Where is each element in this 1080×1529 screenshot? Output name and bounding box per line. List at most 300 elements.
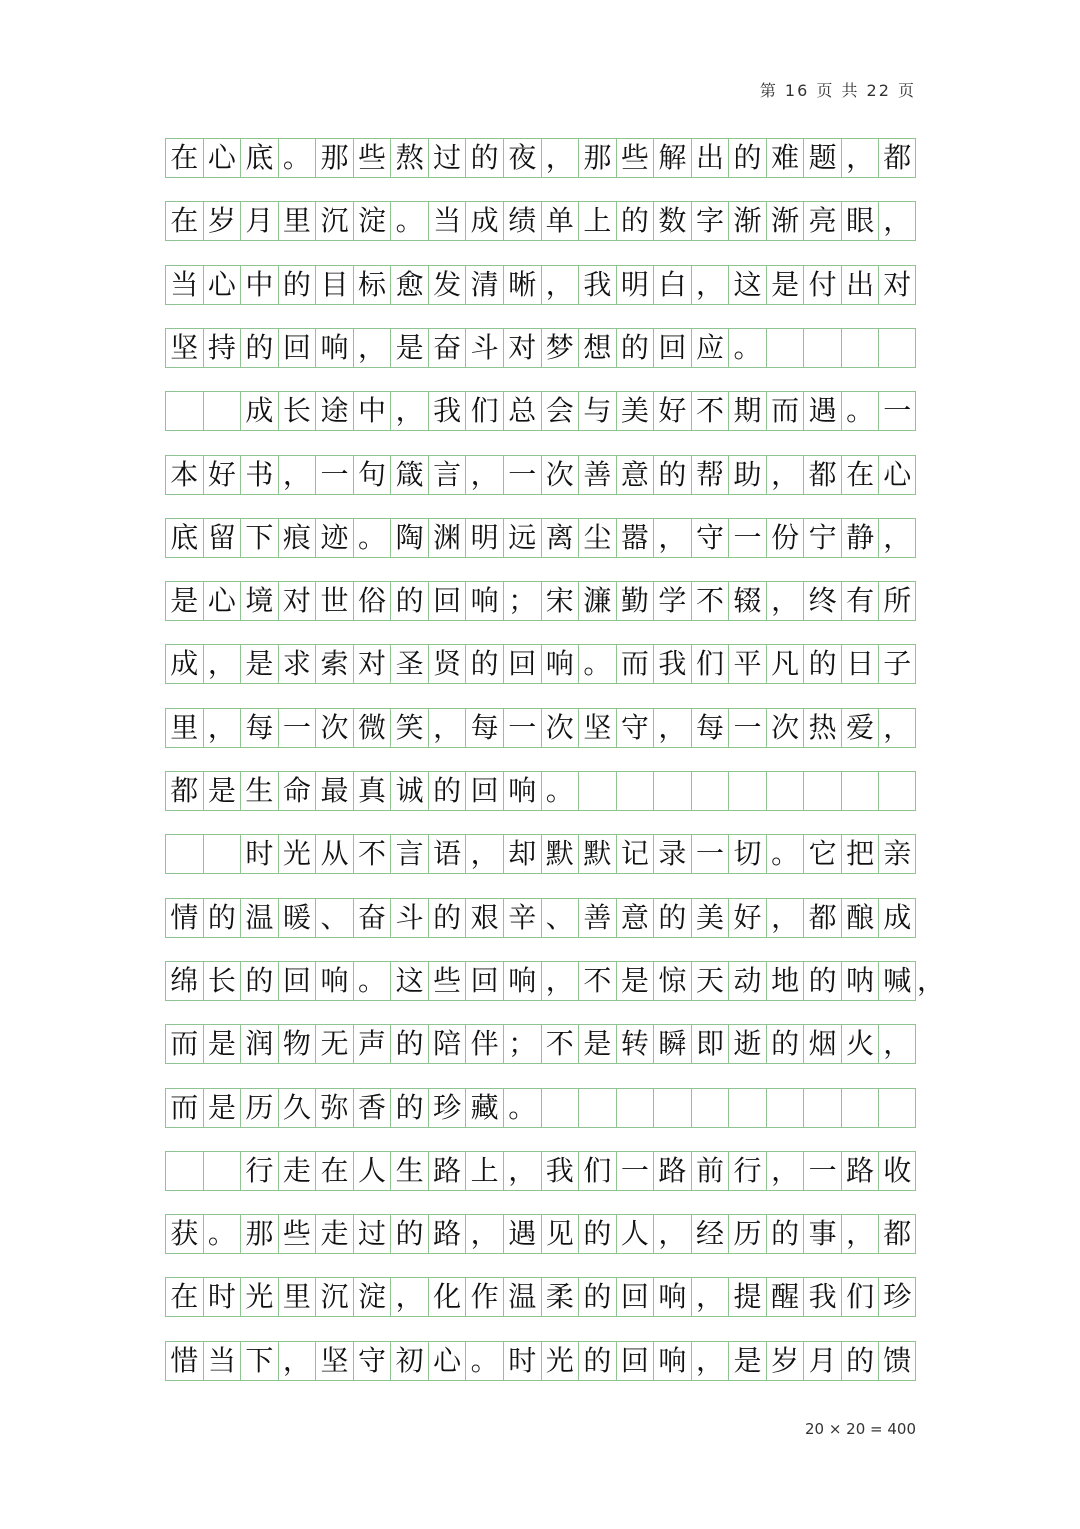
grid-cell: 标 bbox=[353, 266, 391, 304]
grid-cell: 好 bbox=[203, 456, 241, 494]
grid-cell: ， bbox=[428, 709, 466, 747]
grid-cell: 箴 bbox=[390, 456, 428, 494]
grid-cell: 是 bbox=[766, 266, 804, 304]
grid-cell: 绵 bbox=[165, 962, 203, 1000]
grid-cell: 路 bbox=[841, 1152, 879, 1190]
grid-cell: 的 bbox=[390, 1215, 428, 1253]
grid-cell: 即 bbox=[691, 1025, 729, 1063]
grid-cell: 的 bbox=[578, 1215, 616, 1253]
grid-cell: 历 bbox=[728, 1215, 766, 1253]
grid-cell: 圣 bbox=[390, 645, 428, 683]
grid-cell: 。 bbox=[841, 392, 879, 430]
overflow-punctuation: ， bbox=[917, 963, 946, 997]
grid-cell: 在 bbox=[315, 1152, 353, 1190]
grid-cell: 记 bbox=[616, 835, 654, 873]
grid-cell: 亮 bbox=[803, 202, 841, 240]
grid-cell: 渊 bbox=[428, 519, 466, 557]
grid-cell: 回 bbox=[428, 582, 466, 620]
grid-row bbox=[165, 1214, 916, 1254]
grid-cell bbox=[203, 835, 241, 873]
grid-cell: 那 bbox=[578, 139, 616, 177]
grid-cell: ； bbox=[503, 582, 541, 620]
grid-cell: 里 bbox=[278, 202, 316, 240]
grid-cell: 学 bbox=[653, 582, 691, 620]
grid-row bbox=[165, 138, 916, 178]
grid-cell: ， bbox=[878, 709, 916, 747]
grid-cell: 声 bbox=[353, 1025, 391, 1063]
grid-cell: 勤 bbox=[616, 582, 654, 620]
grid-cell: 的 bbox=[203, 899, 241, 937]
grid-cell: 不 bbox=[691, 392, 729, 430]
grid-cell: 些 bbox=[353, 139, 391, 177]
grid-cell: 响 bbox=[503, 772, 541, 810]
grid-cell bbox=[803, 1089, 841, 1127]
grid-cell: 伴 bbox=[465, 1025, 503, 1063]
grid-cell bbox=[728, 772, 766, 810]
grid-cell: 见 bbox=[541, 1215, 579, 1253]
grid-cell: 上 bbox=[465, 1152, 503, 1190]
grid-cell: 响 bbox=[653, 1342, 691, 1380]
grid-cell: 我 bbox=[578, 266, 616, 304]
grid-cell bbox=[616, 772, 654, 810]
grid-cell: 却 bbox=[503, 835, 541, 873]
grid-cell: 回 bbox=[465, 962, 503, 1000]
grid-row bbox=[165, 518, 916, 558]
grid-cell: 底 bbox=[240, 139, 278, 177]
grid-cell bbox=[578, 772, 616, 810]
grid-cell: 对 bbox=[278, 582, 316, 620]
grid-cell: 润 bbox=[240, 1025, 278, 1063]
grid-cell: 都 bbox=[878, 139, 916, 177]
grid-cell: 心 bbox=[203, 266, 241, 304]
grid-cell: 白 bbox=[653, 266, 691, 304]
grid-cell bbox=[803, 329, 841, 367]
grid-cell: 的 bbox=[653, 456, 691, 494]
grid-row bbox=[165, 771, 916, 811]
grid-cell: 份 bbox=[766, 519, 804, 557]
grid-cell: 成 bbox=[878, 899, 916, 937]
grid-cell: 喊 bbox=[878, 962, 916, 1000]
grid-cell: 一 bbox=[616, 1152, 654, 1190]
grid-cell: 烟 bbox=[803, 1025, 841, 1063]
grid-cell: 一 bbox=[503, 709, 541, 747]
grid-cell: 响 bbox=[465, 582, 503, 620]
grid-cell: 宋 bbox=[541, 582, 579, 620]
grid-cell: 凡 bbox=[766, 645, 804, 683]
grid-cell: 的 bbox=[766, 1025, 804, 1063]
grid-cell: 单 bbox=[541, 202, 579, 240]
grid-cell: 回 bbox=[653, 329, 691, 367]
grid-cell: 在 bbox=[165, 139, 203, 177]
grid-cell: 痕 bbox=[278, 519, 316, 557]
grid-cell: 会 bbox=[541, 392, 579, 430]
grid-cell bbox=[203, 1152, 241, 1190]
grid-cell: 索 bbox=[315, 645, 353, 683]
grid-cell: 暖 bbox=[278, 899, 316, 937]
grid-cell: 成 bbox=[465, 202, 503, 240]
grid-cell: 最 bbox=[315, 772, 353, 810]
grid-cell: 生 bbox=[240, 772, 278, 810]
grid-cell: 火 bbox=[841, 1025, 879, 1063]
grid-cell: 珍 bbox=[878, 1278, 916, 1316]
grid-cell: 、 bbox=[541, 899, 579, 937]
grid-cell: 坚 bbox=[315, 1342, 353, 1380]
grid-row bbox=[165, 328, 916, 368]
grid-cell: 藏 bbox=[465, 1089, 503, 1127]
grid-cell bbox=[841, 329, 879, 367]
grid-cell: 的 bbox=[803, 645, 841, 683]
grid-cell: 次 bbox=[541, 456, 579, 494]
grid-cell: 沉 bbox=[315, 202, 353, 240]
grid-cell: 而 bbox=[165, 1025, 203, 1063]
grid-cell: 语 bbox=[428, 835, 466, 873]
grid-cell bbox=[878, 329, 916, 367]
grid-cell: 中 bbox=[353, 392, 391, 430]
grid-cell: 俗 bbox=[353, 582, 391, 620]
grid-cell: 境 bbox=[240, 582, 278, 620]
grid-cell: 惜 bbox=[165, 1342, 203, 1380]
grid-cell: 期 bbox=[728, 392, 766, 430]
grid-cell: 响 bbox=[653, 1278, 691, 1316]
grid-cell: 光 bbox=[278, 835, 316, 873]
grid-cell: ， bbox=[465, 835, 503, 873]
grid-cell: 濂 bbox=[578, 582, 616, 620]
grid-row bbox=[165, 581, 916, 621]
grid-cell: 淀 bbox=[353, 202, 391, 240]
grid-cell: 留 bbox=[203, 519, 241, 557]
grid-cell: 瞬 bbox=[653, 1025, 691, 1063]
grid-cell: 里 bbox=[278, 1278, 316, 1316]
grid-cell: 长 bbox=[203, 962, 241, 1000]
grid-cell: 醒 bbox=[766, 1278, 804, 1316]
grid-cell: 的 bbox=[616, 202, 654, 240]
grid-cell: 遇 bbox=[803, 392, 841, 430]
grid-cell: 是 bbox=[203, 772, 241, 810]
grid-cell: 惊 bbox=[653, 962, 691, 1000]
grid-cell: 是 bbox=[240, 645, 278, 683]
grid-cell: 命 bbox=[278, 772, 316, 810]
grid-cell: 出 bbox=[841, 266, 879, 304]
grid-cell: 善 bbox=[578, 899, 616, 937]
grid-cell: 发 bbox=[428, 266, 466, 304]
grid-cell: 这 bbox=[728, 266, 766, 304]
grid-cell bbox=[878, 772, 916, 810]
grid-cell: 日 bbox=[841, 645, 879, 683]
grid-cell: 们 bbox=[841, 1278, 879, 1316]
grid-cell: 时 bbox=[503, 1342, 541, 1380]
grid-cell: 坚 bbox=[165, 329, 203, 367]
grid-cell: 子 bbox=[878, 645, 916, 683]
grid-cell: ， bbox=[390, 392, 428, 430]
grid-cell: 的 bbox=[240, 329, 278, 367]
grid-cell: 。 bbox=[541, 772, 579, 810]
grid-cell: 岁 bbox=[766, 1342, 804, 1380]
grid-cell: 香 bbox=[353, 1089, 391, 1127]
grid-cell: 当 bbox=[165, 266, 203, 304]
grid-cell: 一 bbox=[503, 456, 541, 494]
grid-cell: 一 bbox=[278, 709, 316, 747]
grid-cell: 眼 bbox=[841, 202, 879, 240]
grid-cell: ， bbox=[766, 899, 804, 937]
grid-cell: 些 bbox=[616, 139, 654, 177]
grid-cell: 呐 bbox=[841, 962, 879, 1000]
grid-cell: 热 bbox=[803, 709, 841, 747]
grid-cell: 的 bbox=[240, 962, 278, 1000]
grid-cell: 离 bbox=[541, 519, 579, 557]
grid-cell: 的 bbox=[578, 1342, 616, 1380]
grid-cell: 静 bbox=[841, 519, 879, 557]
grid-cell: 路 bbox=[428, 1152, 466, 1190]
grid-cell: 光 bbox=[240, 1278, 278, 1316]
grid-cell: 响 bbox=[315, 962, 353, 1000]
grid-cell: 成 bbox=[240, 392, 278, 430]
grid-cell: 贤 bbox=[428, 645, 466, 683]
grid-cell: 求 bbox=[278, 645, 316, 683]
grid-cell: ， bbox=[541, 139, 579, 177]
grid-cell: 们 bbox=[578, 1152, 616, 1190]
grid-cell: 的 bbox=[278, 266, 316, 304]
grid-cell: ， bbox=[766, 1152, 804, 1190]
grid-cell: 的 bbox=[390, 582, 428, 620]
grid-cell: 题 bbox=[803, 139, 841, 177]
grid-cell: 那 bbox=[240, 1215, 278, 1253]
grid-cell: 的 bbox=[578, 1278, 616, 1316]
grid-cell: 响 bbox=[315, 329, 353, 367]
grid-cell: 底 bbox=[165, 519, 203, 557]
grid-cell bbox=[653, 772, 691, 810]
grid-cell: 生 bbox=[390, 1152, 428, 1190]
grid-cell: 都 bbox=[803, 456, 841, 494]
grid-cell: 爱 bbox=[841, 709, 879, 747]
grid-cell: ， bbox=[353, 329, 391, 367]
grid-cell: 长 bbox=[278, 392, 316, 430]
grid-cell: 持 bbox=[203, 329, 241, 367]
grid-cell bbox=[841, 1089, 879, 1127]
grid-cell: ， bbox=[278, 1342, 316, 1380]
grid-cell: ， bbox=[653, 519, 691, 557]
grid-row bbox=[165, 898, 916, 938]
grid-cell: 馈 bbox=[878, 1342, 916, 1380]
grid-cell: 陪 bbox=[428, 1025, 466, 1063]
grid-cell: 诚 bbox=[390, 772, 428, 810]
grid-cell: ， bbox=[766, 582, 804, 620]
grid-cell: 当 bbox=[428, 202, 466, 240]
grid-cell: 是 bbox=[616, 962, 654, 1000]
grid-cell: 月 bbox=[803, 1342, 841, 1380]
grid-cell: 微 bbox=[353, 709, 391, 747]
grid-cell: ， bbox=[878, 519, 916, 557]
grid-cell: 天 bbox=[691, 962, 729, 1000]
grid-cell: 上 bbox=[578, 202, 616, 240]
grid-cell: ， bbox=[541, 962, 579, 1000]
grid-cell: 的 bbox=[728, 139, 766, 177]
grid-row bbox=[165, 644, 916, 684]
grid-cell: 美 bbox=[691, 899, 729, 937]
grid-cell bbox=[766, 1089, 804, 1127]
grid-cell: 回 bbox=[503, 645, 541, 683]
grid-row bbox=[165, 1024, 916, 1064]
grid-cell: 历 bbox=[240, 1089, 278, 1127]
grid-cell: 路 bbox=[428, 1215, 466, 1253]
grid-cell: 。 bbox=[390, 202, 428, 240]
grid-cell: ， bbox=[841, 139, 879, 177]
grid-cell: 的 bbox=[766, 1215, 804, 1253]
grid-cell bbox=[578, 1089, 616, 1127]
grid-cell: 提 bbox=[728, 1278, 766, 1316]
grid-cell: ， bbox=[390, 1278, 428, 1316]
grid-cell: 守 bbox=[353, 1342, 391, 1380]
grid-cell: 都 bbox=[803, 899, 841, 937]
grid-cell: 路 bbox=[653, 1152, 691, 1190]
grid-cell: 。 bbox=[465, 1342, 503, 1380]
grid-cell: 一 bbox=[728, 709, 766, 747]
grid-cell: 帮 bbox=[691, 456, 729, 494]
grid-cell: 经 bbox=[691, 1215, 729, 1253]
grid-cell: 出 bbox=[691, 139, 729, 177]
grid-cell: 宁 bbox=[803, 519, 841, 557]
grid-cell: 总 bbox=[503, 392, 541, 430]
grid-cell: 对 bbox=[878, 266, 916, 304]
grid-row bbox=[165, 391, 916, 431]
grid-cell: 世 bbox=[315, 582, 353, 620]
grid-cell: 每 bbox=[240, 709, 278, 747]
grid-cell: 而 bbox=[165, 1089, 203, 1127]
grid-cell: ， bbox=[878, 202, 916, 240]
grid-cell: 收 bbox=[878, 1152, 916, 1190]
grid-cell: 应 bbox=[691, 329, 729, 367]
grid-cell: 切 bbox=[728, 835, 766, 873]
grid-cell: ， bbox=[653, 709, 691, 747]
grid-cell: 下 bbox=[240, 519, 278, 557]
grid-row bbox=[165, 1088, 916, 1128]
grid-cell: 一 bbox=[728, 519, 766, 557]
manuscript-grid bbox=[165, 130, 946, 1398]
grid-cell: ， bbox=[503, 1152, 541, 1190]
grid-cell: 。 bbox=[766, 835, 804, 873]
grid-cell: 嚣 bbox=[616, 519, 654, 557]
grid-cell: 想 bbox=[578, 329, 616, 367]
grid-cell: 对 bbox=[353, 645, 391, 683]
grid-cell: 不 bbox=[353, 835, 391, 873]
grid-row bbox=[165, 961, 946, 1001]
grid-cell: 真 bbox=[353, 772, 391, 810]
grid-cell: 响 bbox=[541, 645, 579, 683]
grid-cell bbox=[616, 1089, 654, 1127]
grid-cell: 的 bbox=[841, 1342, 879, 1380]
grid-cell: 的 bbox=[465, 645, 503, 683]
grid-cell: ， bbox=[203, 709, 241, 747]
grid-cell: 助 bbox=[728, 456, 766, 494]
grid-cell: 晰 bbox=[503, 266, 541, 304]
grid-cell: 我 bbox=[428, 392, 466, 430]
grid-cell: 与 bbox=[578, 392, 616, 430]
grid-cell: 难 bbox=[766, 139, 804, 177]
grid-cell: 过 bbox=[353, 1215, 391, 1253]
grid-cell: 次 bbox=[315, 709, 353, 747]
grid-cell: 心 bbox=[878, 456, 916, 494]
grid-cell: 遇 bbox=[503, 1215, 541, 1253]
grid-cell: 是 bbox=[203, 1089, 241, 1127]
grid-cell: 些 bbox=[278, 1215, 316, 1253]
grid-cell bbox=[841, 772, 879, 810]
grid-cell: ， bbox=[766, 456, 804, 494]
grid-cell: 字 bbox=[691, 202, 729, 240]
grid-cell: 默 bbox=[578, 835, 616, 873]
grid-cell bbox=[878, 1089, 916, 1127]
grid-cell: 有 bbox=[841, 582, 879, 620]
grid-cell: 远 bbox=[503, 519, 541, 557]
grid-cell: 好 bbox=[728, 899, 766, 937]
grid-cell: 迹 bbox=[315, 519, 353, 557]
grid-cell: 些 bbox=[428, 962, 466, 1000]
grid-cell: 回 bbox=[278, 329, 316, 367]
grid-cell: ， bbox=[841, 1215, 879, 1253]
grid-cell: 行 bbox=[240, 1152, 278, 1190]
grid-row bbox=[165, 1151, 916, 1191]
grid-cell: 淀 bbox=[353, 1278, 391, 1316]
grid-cell: 在 bbox=[165, 1278, 203, 1316]
grid-cell: 付 bbox=[803, 266, 841, 304]
grid-cell bbox=[766, 772, 804, 810]
grid-cell: 走 bbox=[315, 1215, 353, 1253]
grid-cell: 的 bbox=[390, 1025, 428, 1063]
grid-cell: 清 bbox=[465, 266, 503, 304]
grid-cell: 心 bbox=[203, 139, 241, 177]
grid-cell: 回 bbox=[278, 962, 316, 1000]
grid-cell: 所 bbox=[878, 582, 916, 620]
grid-cell: 是 bbox=[203, 1025, 241, 1063]
grid-row bbox=[165, 1277, 916, 1317]
grid-cell: 途 bbox=[315, 392, 353, 430]
grid-cell: 前 bbox=[691, 1152, 729, 1190]
grid-cell: 珍 bbox=[428, 1089, 466, 1127]
grid-cell: 每 bbox=[465, 709, 503, 747]
grid-cell: 成 bbox=[165, 645, 203, 683]
grid-cell: 守 bbox=[616, 709, 654, 747]
grid-cell: 辍 bbox=[728, 582, 766, 620]
grid-cell: 渐 bbox=[766, 202, 804, 240]
grid-cell: 平 bbox=[728, 645, 766, 683]
grid-cell: 言 bbox=[390, 835, 428, 873]
grid-cell: 笑 bbox=[390, 709, 428, 747]
grid-cell: ， bbox=[653, 1215, 691, 1253]
grid-cell: 都 bbox=[878, 1215, 916, 1253]
grid-cell: ， bbox=[465, 1215, 503, 1253]
grid-cell: 的 bbox=[616, 329, 654, 367]
grid-cell: 。 bbox=[353, 519, 391, 557]
grid-row bbox=[165, 265, 916, 305]
grid-cell bbox=[653, 1089, 691, 1127]
grid-cell: 时 bbox=[240, 835, 278, 873]
grid-cell: 句 bbox=[353, 456, 391, 494]
grid-row bbox=[165, 455, 916, 495]
grid-cell: 我 bbox=[541, 1152, 579, 1190]
grid-cell: 回 bbox=[616, 1342, 654, 1380]
grid-cell bbox=[165, 1152, 203, 1190]
grid-cell: 而 bbox=[616, 645, 654, 683]
grid-cell bbox=[691, 772, 729, 810]
grid-cell: 在 bbox=[165, 202, 203, 240]
grid-cell bbox=[728, 1089, 766, 1127]
grid-cell: ， bbox=[691, 1278, 729, 1316]
grid-cell bbox=[541, 1089, 579, 1127]
grid-cell: 的 bbox=[465, 139, 503, 177]
grid-cell: 。 bbox=[728, 329, 766, 367]
grid-cell: 那 bbox=[315, 139, 353, 177]
grid-cell: 们 bbox=[465, 392, 503, 430]
grid-cell: 辛 bbox=[503, 899, 541, 937]
grid-cell: 熬 bbox=[390, 139, 428, 177]
